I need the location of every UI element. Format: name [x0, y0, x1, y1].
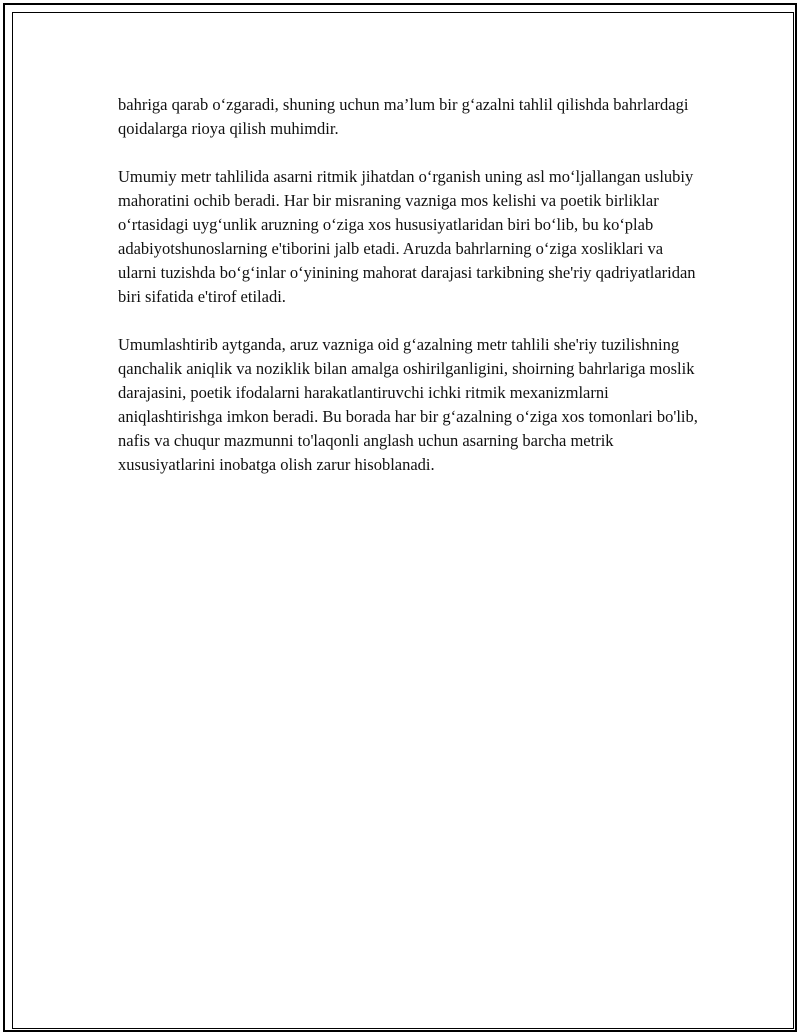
document-body [118, 93, 698, 501]
paragraph-3: Umumlashtirib aytganda, aruz vazniga oid g‘azalning metr tahlili she'riy tuzilishning qanchalik aniqlik va noziklik bilan amalga oshirilganligini, shoirning bahrlariga moslik darajasini, poetik ifodalarni harakatlantiruvchi ichki ritmik mexanizmlarni aniqlashtirishga imkon beradi. Bu borada har bir g‘azalning o‘ziga xos tomonlari bo'lib, nafis va chuqur mazmunni to'laqonli anglash uchun asarning barcha metrik xususiyatlarini inobatga olish zarur hisoblanadi. [118, 335, 698, 474]
paragraph-2: Umumiy metr tahlilida asarni ritmik jihatdan o‘rganish uning asl mo‘ljallangan uslubiy mahoratini ochib beradi. Har bir misraning vazniga mos kelishi va poetik birliklar o‘rtasidagi uyg‘unlik aruzning o‘ziga xos hususiyatlaridan biri bo‘lib, bu ko‘plab adabiyotshunoslarning e'tiborini jalb etadi. Aruzda bahrlarning o‘ziga xosliklari va ularni tuzishda bo‘g‘inlar o‘yinining mahorat darajasi tarkibning she'riy qadriyatlaridan biri sifatida e'tirof etiladi. [118, 167, 696, 306]
paragraph-1: bahriga qarab o‘zgaradi, shuning uchun ma’lum bir g‘azalni tahlil qilishda bahrlardagi qoidalarga rioya qilish muhimdir. [118, 95, 689, 138]
